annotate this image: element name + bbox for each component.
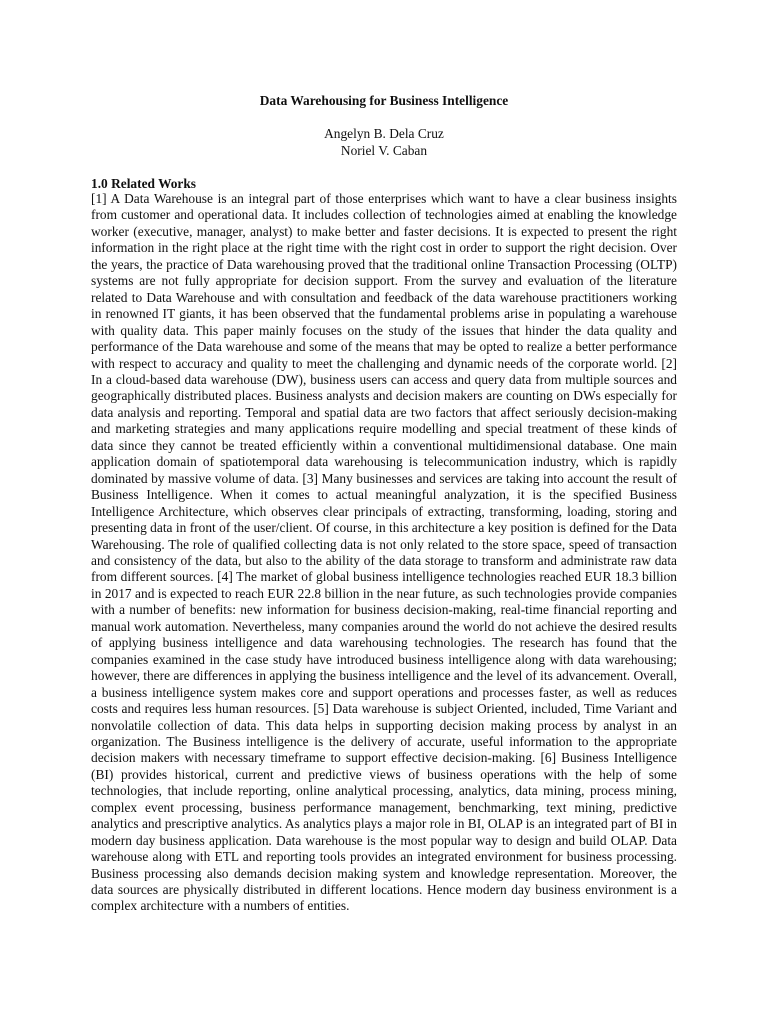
document-title: Data Warehousing for Business Intelligence (259, 93, 509, 108)
section-body-paragraph: [1] A Data Warehouse is an integral part of those enterprises which want to have a clear business insights from customer and operational data. It includes collection of technologies aimed at enabling the knowledge worker (executive, manager, analyst) to make better and faster decisions. It is expected to present the right information in the right place at the right time with the right cost in order to support the right decision. Over the years, the practice of Data warehousing proved that the traditional online Transaction Processing (OLTP) systems are not fully appropriate for decision support. From the survey and evaluation of the literature related to Data Warehouse and with consultation and feedback of the data warehouse practitioners working in renowned IT giants, it has been observed that the fundamental problems arise in populating a warehouse with quality data. This paper mainly focuses on the study of the issues that hinder the data quality and performance of the Data warehouse and some of the means that may be opted to realize a better performance with respect to accuracy and quality to meet the challenging and dynamic needs of the corporate world. [2] In a cloud-based data warehouse (DW), business users can access and query data from multiple sources and geographically distributed places. Business analysts and decision makers are counting on DWs especially for data analysis and reporting. Temporal and spatial data are two factors that affect seriously decision-making and marketing strategies and many applications require modelling and special treatment of these kinds of data since they cannot be treated efficiently within a conventional multidimensional database. One main application domain of spatiotemporal data warehousing is telecommunication industry, which is rapidly dominated by massive volume of data. [3] Many businesses and services are taking into account the result of Business Intelligence. When it comes to actual meaningful analyzation, it is the specified Business Intelligence Architecture, which observes clear principals of extracting, transforming, loading, storing and presenting data in front of the user/client. Of course, in this architecture a key position is defined for the Data Warehousing. The role of qualified collecting data is not only related to the store space, speed of transaction and consistency of the data, but also to the ability of the data storage to transform and administrate raw data from different sources. [4] The market of global business intelligence technologies reached EUR 18.3 billion in 2017 and is expected to reach EUR 22.8 billion in the near future, as such technologies provide companies with a number of benefits: new information for business decision-making, real-time financial reporting and manual work automation. Nevertheless, many companies around the world do not achieve the desired results of applying business intelligence and data warehousing technologies. The research has found that the companies examined in the case study have introduced business intelligence along with data warehousing; however, there are differences in applying the business intelligence and the level of its advancement. Overall, a business intelligence system makes core and support operations and processes faster, as well as reduces costs and requires less human resources. [5] Data warehouse is subject Oriented, included, Time Variant and nonvolatile collection of data. This data helps in supporting decision making process by analyst in an organization. The Business intelligence is the delivery of accurate, useful information to the appropriate decision makers with necessary timeframe to support effective decision-making. [6] Business Intelligence (BI) provides historical, current and predictive views of business operations with the help of some technologies, that include reporting, online analytical processing, analytics, data mining, process mining, complex event processing, business performance management, benchmarking, text mining, predictive analytics and prescriptive analytics. As analytics plays a major role in BI, OLAP is an integrated part of BI in modern day business application. Data warehouse is the most popular way to design and build OLAP. Data warehouse along with ETL and reporting tools provides an integrated environment for business processing. Business processing also demands decision making system and knowledge representation. Moreover, the data sources are physically distributed in different locations. Hence modern day business environment is a complex architecture with a numbers of entities. (91, 191, 677, 914)
author-list (0, 125, 768, 159)
author-name: Angelyn B. Dela Cruz (324, 126, 444, 141)
author-name: Noriel V. Caban (340, 143, 428, 158)
section-heading: 1.0 Related Works (91, 176, 197, 191)
